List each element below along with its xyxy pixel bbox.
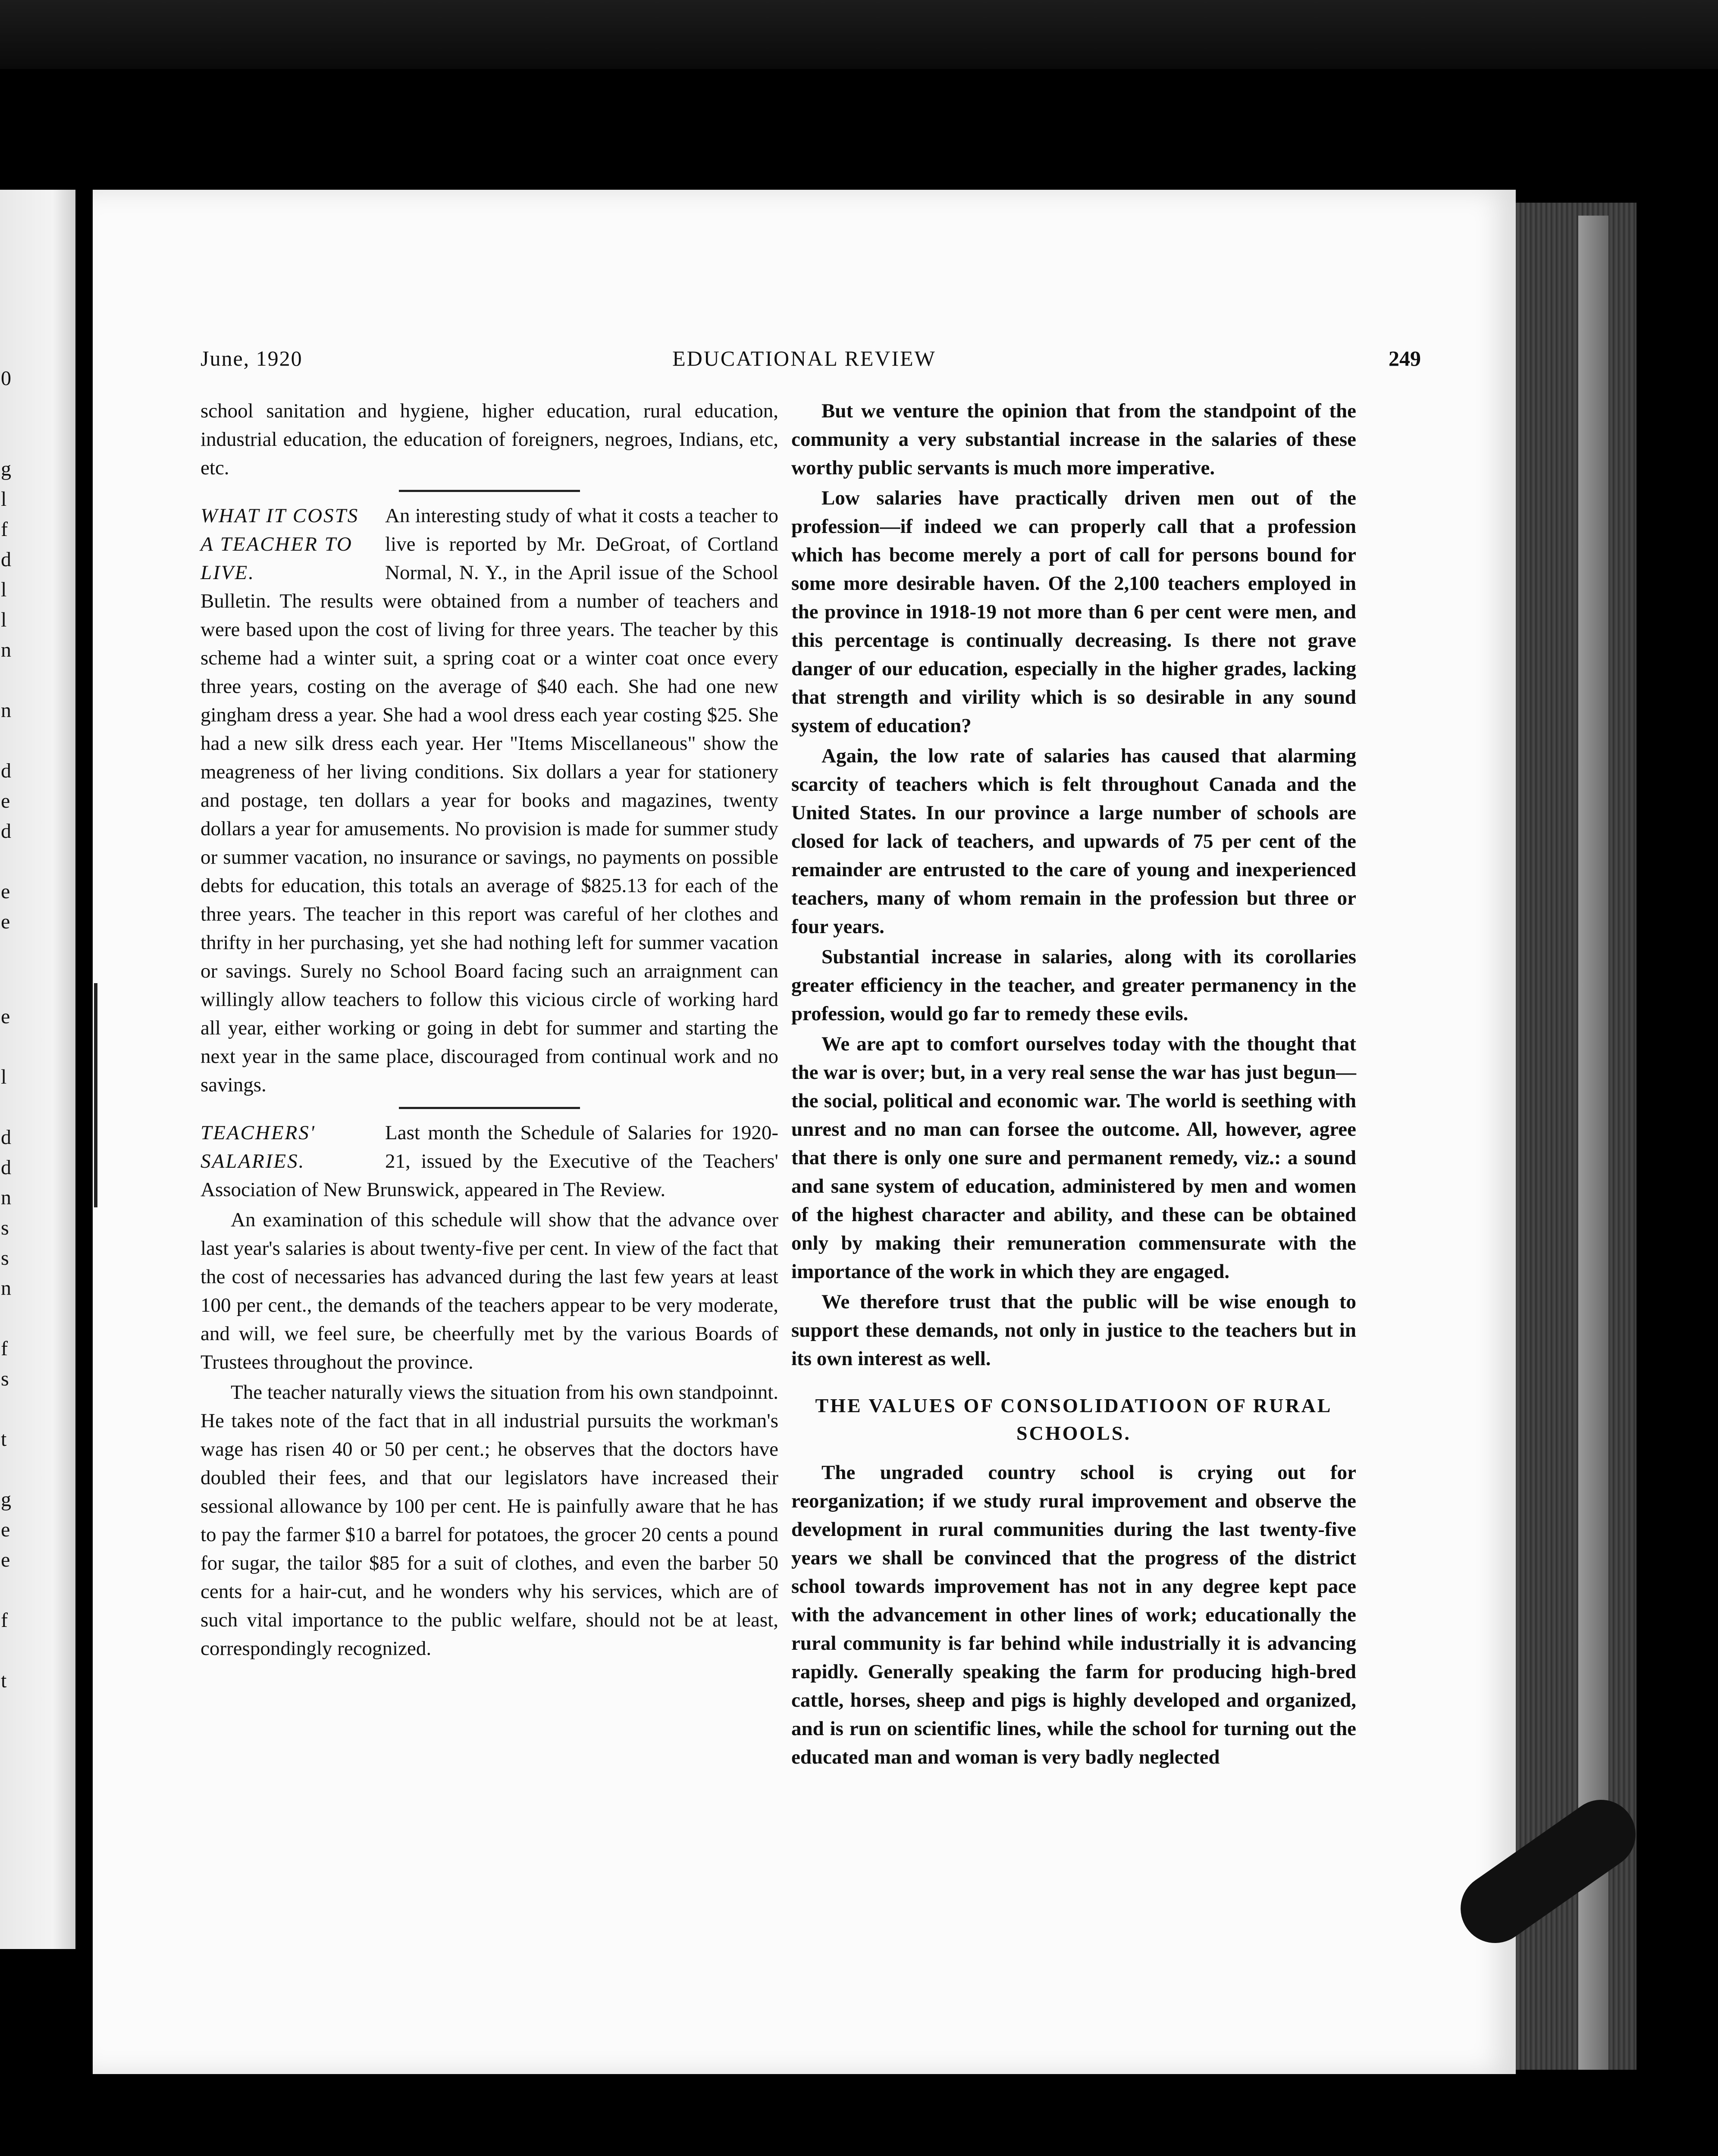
binding-edge (1578, 216, 1608, 2070)
journal-title: EDUCATIONAL REVIEW (672, 346, 936, 370)
facing-page-fragment: d (1, 759, 11, 782)
left-column (201, 397, 778, 1664)
facing-page-fragment: e (1, 910, 10, 933)
facing-page-fragment: n (1, 639, 11, 661)
right-column (778, 397, 1356, 1773)
facing-page-fragment: e (1, 1005, 10, 1028)
facing-page-edge (0, 190, 75, 1949)
facing-page-fragment: n (1, 699, 11, 722)
article-paragraph: An examination of this schedule will show that the advance over last year's salaries is about twenty-five per cent. In view of the fact that the cost of necessaries has advanced during the last few years at least 100 per cent., the demands of the teachers appear to be very moderate, and will, we feel sure, be cheerfully met by the various Boards of Trustees throughout the province. (201, 1209, 778, 1373)
facing-page-fragment: s (1, 1367, 9, 1390)
article-body: An interesting study of what it costs a teacher to live is reported by Mr. DeGroat, of Cortland Normal, N. Y., in the April issue of the School Bulletin. The results were obtained from a number of teachers and were based upon the cost of living for three years. The teacher by this scheme had a winter suit, a spring coat or a winter coat once every three years, costing on the average of $40 each. She had one new gingham dress a year. She had a wool dress each year costing $25. She had a new silk dress each year. Her "Items Miscellaneous" show the meagreness of her living conditions. Six dollars a year for stationery and postage, ten dollars a year for books and magazines, twenty dollars a year for amusements. No provision is made for summer study or summer vacation, no insurance or savings, no payments on possible debts for education, this totals an average of $825.13 for each of the three years. The teacher in this report was careful of her clothes and thrifty in her purchasing, yet she had nothing left for summer vacation or savings. Surely no School Board facing such an arraignment can willingly allow teachers to follow this vicious circle of working hard all year, either working or going in debt for summer and starting the next year in the same place, discouraged from continual work and no savings. (201, 505, 778, 1096)
article-cost-of-living (201, 501, 778, 1099)
facing-page-fragment: d (1, 548, 11, 571)
article-paragraph: Low salaries have practically driven men out of the profession—if indeed we can properly call that a profession which has become merely a port of call for persons bound for some more desirable haven. Of the 2,100 teachers employed in the province in 1918-19 not more than 6 per cent were men, and this percentage is continually decreasing. Is there not grave danger of our education, especially in the higher grades, lacking that strength and virility which is so desirable in any sound system of education? (791, 487, 1356, 737)
facing-page-fragment: l (1, 488, 7, 511)
facing-page-fragment: t (1, 1428, 7, 1451)
article-paragraph: The teacher naturally views the situation from his own standpoinnt. He takes note of the fact that in all industrial pursuits the workman's wage has risen 40 or 50 per cent.; he observes that the doctors have doubled their fees, and that our legislators have increased their sessional allowance by 100 per cent. He is painfully aware that he has to pay the farmer $10 a barrel for potatoes, the grocer 20 cents a pound for sugar, the tailor $85 for a suit of clothes, and even the barber 50 cents for a hair-cut, and he wonders why his services, which are of such vital importance to the public welfare, should not be at least, correspondingly recognized. (201, 1381, 778, 1660)
article-paragraph: The ungraded country school is crying out for reorganization; if we study rural improvement and observe the development in rural communities during the last twenty-five years we shall be convinced that the progress of the district school towards improvement has not in any degree kept pace with the advancement in other lines of work; educationally the rural community is far behind while industrially it is advancing rapidly. Generally speaking the farm for producing high-bred cattle, horses, sheep and pigs is highly developed and organized, and is run on scientific lines, while the school for turning out the educated man and woman is very badly neglected (791, 1461, 1356, 1768)
facing-page-fragment: s (1, 1247, 9, 1269)
section-title: THE VALUES OF CONSOLIDATIOON OF RURAL SCHOOLS. (815, 1395, 1332, 1444)
facing-page-fragment: 0 (1, 367, 11, 390)
article-paragraph: Substantial increase in salaries, along with its corollaries greater efficiency in the teacher, and greater permanency in the profession, would go far to remedy these evils. (791, 946, 1356, 1025)
facing-page-fragment: l (1, 578, 7, 601)
facing-page-fragment: e (1, 790, 10, 812)
facing-page-fragment: t (1, 1669, 7, 1692)
facing-page-fragment: e (1, 1548, 10, 1571)
page-stack-edge (1516, 203, 1636, 2070)
facing-page-fragment: d (1, 1126, 11, 1149)
facing-page-fragment: s (1, 1216, 9, 1239)
margin-mark (94, 983, 97, 1207)
facing-page-fragment: d (1, 1156, 11, 1179)
article-body: Last month the Schedule of Salaries for 1920-21, issued by the Executive of the Teachers' Association of New Brunswick, appeared in The Review. (201, 1122, 778, 1201)
issue-date: June, 1920 (201, 346, 303, 370)
page-number: 249 (1389, 346, 1421, 370)
sidehead-cost-of-living: WHAT IT COSTS A TEACHER TO LIVE. (201, 505, 359, 584)
article-paragraph: We are apt to comfort ourselves today with the thought that the war is over; but, in a very real sense the war has just begun—the social, political and economic war. The world is seething with unrest and no man can forsee the outcome. All, however, agree that there is only one sure and permanent remedy, viz.: a sound and sane system of education, administered by men and women of the highest character and ability, and these can be obtained only by making their remuneration commensurate with the importance of the work in which they are engaged. (791, 1033, 1356, 1283)
running-head (93, 346, 1516, 380)
facing-page-fragment: n (1, 1186, 11, 1209)
scan-top-edge (0, 0, 1718, 69)
facing-page-fragment: f (1, 1337, 8, 1360)
journal-page (93, 190, 1516, 2074)
facing-page-fragment: d (1, 820, 11, 843)
facing-page-fragment: g (1, 458, 11, 480)
section-divider (399, 490, 580, 492)
facing-page-fragment: l (1, 1065, 7, 1088)
article-teachers-salaries (201, 1119, 778, 1204)
continued-paragraph: school sanitation and hygiene, higher education, rural education, industrial education, the education of foreigners, negroes, Indians, etc, etc. (201, 400, 778, 479)
section-divider (399, 1107, 580, 1109)
facing-page-fragment: l (1, 608, 7, 631)
article-paragraph: But we venture the opinion that from the standpoint of the community a very substantial increase in the salaries of these worthy public servants is much more imperative. (791, 400, 1356, 479)
article-paragraph: We therefore trust that the public will be wise enough to support these demands, not only in justice to the teachers but in its own interest as well. (791, 1291, 1356, 1370)
facing-page-fragment: f (1, 1609, 8, 1632)
facing-page-fragment: e (1, 1518, 10, 1541)
article-paragraph: Again, the low rate of salaries has caused that alarming scarcity of teachers which is felt throughout Canada and the United States. In our province a large number of schools are closed for lack of teachers, and upwards of 75 per cent of the remainder are entrusted to the care of young and inexperienced teachers, many of whom remain in the profession but three or four years. (791, 745, 1356, 938)
facing-page-fragment: f (1, 518, 8, 541)
facing-page-fragment: g (1, 1488, 11, 1511)
sidehead-teachers-salaries: TEACHERS' SALARIES. (201, 1122, 316, 1172)
facing-page-fragment: n (1, 1277, 11, 1300)
facing-page-fragment: e (1, 880, 10, 903)
